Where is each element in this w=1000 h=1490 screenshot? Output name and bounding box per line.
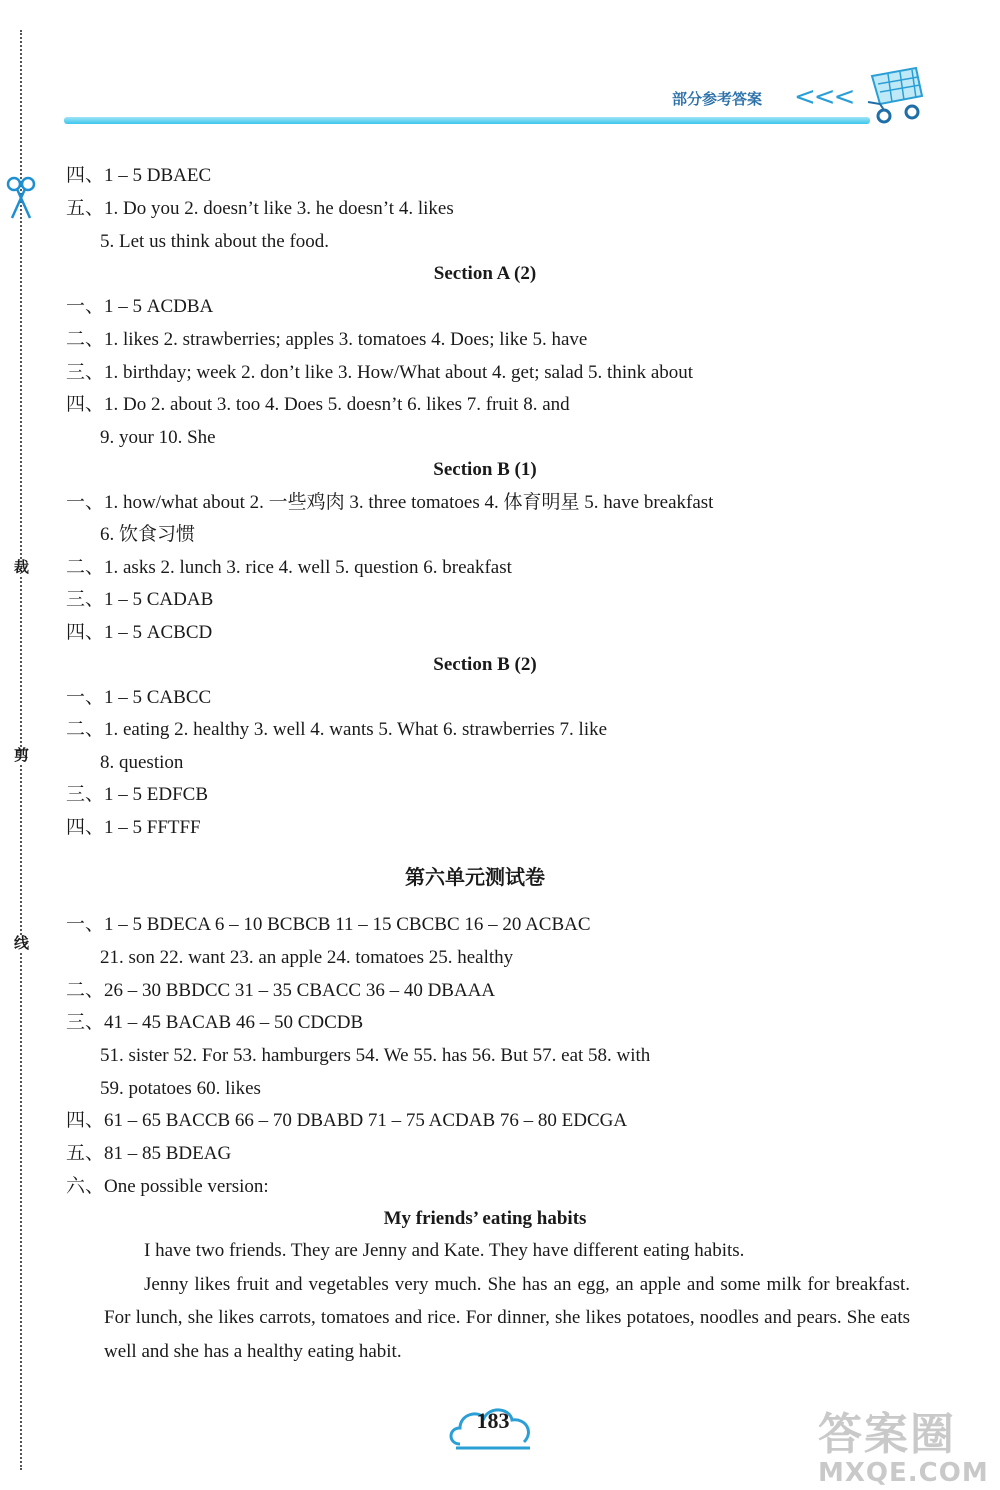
answer-line: 四、1 – 5 ACBCD bbox=[66, 622, 213, 643]
answer-line: 四、1 – 5 FFTFF bbox=[66, 817, 201, 838]
answer-line: 四、1. Do 2. about 3. too 4. Does 5. doesn’t 6. likes 7. fruit 8. and bbox=[66, 394, 570, 415]
answer-line: 四、1 – 5 DBAEC bbox=[66, 165, 212, 186]
unit-test-heading: 第六单元测试卷 bbox=[405, 865, 545, 889]
answer-line: 一、1 – 5 BDECA 6 – 10 BCBCB 11 – 15 CBCBC 16 – 20 ACBAC bbox=[66, 914, 591, 935]
answer-line: 五、1. Do you 2. doesn’t like 3. he doesn’t 4. likes bbox=[66, 198, 454, 219]
answer-line: 9. your 10. She bbox=[100, 427, 216, 448]
page-number-badge bbox=[448, 1400, 538, 1458]
answer-line: 二、1. likes 2. strawberries; apples 3. tomatoes 4. Does; like 5. have bbox=[66, 329, 588, 350]
watermark bbox=[818, 1398, 989, 1488]
answer-line: 6. 饮食习惯 bbox=[100, 524, 196, 545]
answer-line: 三、1 – 5 EDFCB bbox=[66, 784, 208, 805]
answer-line: 59. potatoes 60. likes bbox=[100, 1078, 261, 1099]
answer-line: 二、26 – 30 BBDCC 31 – 35 CBACC 36 – 40 DBAAA bbox=[66, 980, 496, 1001]
cart-decoration-icon bbox=[864, 62, 930, 128]
cut-label: 剪 bbox=[14, 746, 30, 764]
answer-line: 一、1 – 5 CABCC bbox=[66, 687, 212, 708]
section-heading: Section B (2) bbox=[433, 654, 537, 675]
cut-label: 线 bbox=[14, 934, 30, 952]
answer-line: 21. son 22. want 23. an apple 24. tomatoes 25. healthy bbox=[100, 947, 514, 968]
watermark-logo: 答案圈 bbox=[818, 1409, 956, 1460]
header-bar bbox=[64, 117, 870, 124]
answer-line: 8. question bbox=[100, 752, 184, 773]
essay-paragraph: I have two friends. They are Jenny and Kate. They have different eating habits. bbox=[144, 1240, 745, 1261]
answer-line: 一、1. how/what about 2. 一些鸡肉 3. three tomatoes 4. 体育明星 5. have breakfast bbox=[66, 492, 714, 513]
answer-line: 二、1. asks 2. lunch 3. rice 4. well 5. question 6. breakfast bbox=[66, 557, 512, 578]
essay-body bbox=[104, 1234, 910, 1368]
chevrons-icon: <<< bbox=[794, 82, 854, 112]
answer-line: 六、One possible version: bbox=[66, 1176, 269, 1197]
answer-line: 5. Let us think about the food. bbox=[100, 231, 330, 252]
answer-line: 四、61 – 65 BACCB 66 – 70 DBABD 71 – 75 ACDAB 76 – 80 EDCGA bbox=[66, 1110, 628, 1131]
cut-label: 裁 bbox=[14, 558, 30, 576]
watermark-url: MXQE.COM bbox=[818, 1458, 989, 1488]
header-label: 部分参考答案 bbox=[672, 90, 763, 108]
answer-line: 五、81 – 85 BDEAG bbox=[66, 1143, 232, 1164]
answer-line: 一、1 – 5 ACDBA bbox=[66, 296, 214, 317]
scissors-icon bbox=[6, 176, 36, 220]
page-number: 183 bbox=[476, 1408, 510, 1433]
section-heading: Section A (2) bbox=[433, 263, 537, 284]
answer-line: 二、1. eating 2. healthy 3. well 4. wants 5. What 6. strawberries 7. like bbox=[66, 719, 608, 740]
answer-line: 三、41 – 45 BACAB 46 – 50 CDCDB bbox=[66, 1012, 364, 1033]
answer-line: 51. sister 52. For 53. hamburgers 54. We 55. has 56. But 57. eat 58. with bbox=[100, 1045, 651, 1066]
essay-title: My friends’ eating habits bbox=[383, 1208, 587, 1229]
answer-line: 三、1. birthday; week 2. don’t like 3. How/What about 4. get; salad 5. think about bbox=[66, 362, 694, 383]
answer-line: 三、1 – 5 CADAB bbox=[66, 589, 214, 610]
essay-paragraph: Jenny likes fruit and vegetables very much. She has an egg, an apple and some milk for breakfast. For lunch, she likes carrots, tomatoes and rice. For dinner, she likes potatoes, noodles and pears. She eats well and she has a healthy eating habit. bbox=[104, 1273, 910, 1362]
section-heading: Section B (1) bbox=[433, 459, 537, 480]
